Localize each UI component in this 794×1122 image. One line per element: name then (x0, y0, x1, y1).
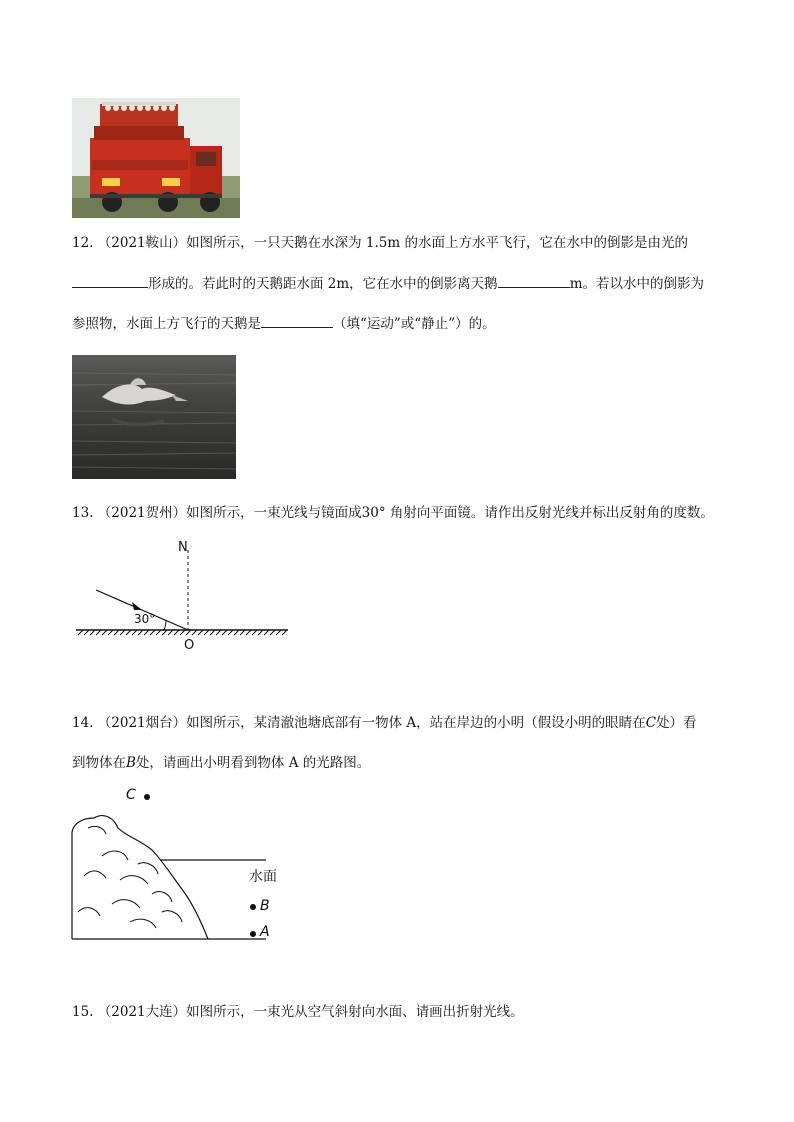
rock-texture (78, 826, 182, 928)
q13-label-angle: 30° (134, 612, 156, 626)
q14-text-line1-end: 处）看 (656, 715, 697, 731)
q13-line (72, 503, 714, 523)
fire-truck-photo (72, 98, 240, 218)
q12-text-line1: 如图所示，一只天鹅在水深为 1.5m 的水面上方水平飞行，它在水中的倒影是由光的 (186, 235, 688, 251)
swan-photo (72, 355, 236, 479)
q12-text-line3a: 参照物，水面上方飞行的天鹅是 (72, 316, 261, 332)
q15-text: 如图所示，一束光从空气斜射向水面、请画出折射光线。 (186, 1004, 524, 1020)
q12-blank-2[interactable] (498, 273, 570, 288)
q14-line1 (72, 713, 697, 733)
q14-line2 (72, 753, 370, 773)
q14-text-c: C (645, 715, 657, 731)
q13-text: 如图所示，一束光线与镜面成30° 角射向平面镜。请作出反射光线并标出反射角的度数。 (186, 505, 714, 521)
q13-label-o: O (184, 638, 195, 653)
q12-text-line2b: m。若以水中的倒影为 (569, 276, 704, 292)
angle-arc (164, 620, 166, 630)
q14-source: （2021烟台） (97, 715, 187, 731)
q12-number: 12. (72, 235, 94, 251)
q15-number: 15. (72, 1004, 94, 1020)
q12-line1 (72, 233, 688, 253)
pond-diagram (66, 784, 286, 944)
q12-text-line3b: （填“运动”或“静止”）的。 (333, 316, 496, 332)
q12-line2 (72, 273, 704, 294)
q13-label-n: N (178, 540, 188, 555)
q14-label-c: C (126, 787, 136, 803)
q12-source: （2021鞍山） (97, 235, 187, 251)
point-a-dot (250, 931, 256, 937)
fire-truck-image (72, 98, 240, 218)
q13-source: （2021贺州） (97, 505, 187, 521)
point-c-dot (144, 794, 150, 800)
q14-figure (66, 784, 286, 944)
q14-number: 14. (72, 715, 94, 731)
q13-figure (72, 538, 296, 658)
q14-text-b: B (126, 755, 136, 771)
q15-line (72, 1002, 524, 1022)
swan-image (72, 355, 236, 479)
q14-text-line1: 如图所示，某清澈池塘底部有一物体 A，站在岸边的小明（假设小明的眼睛在 (186, 715, 646, 731)
point-b-dot (250, 904, 256, 910)
q14-label-a: A (260, 924, 270, 940)
q14-text-line2-end: 处，请画出小明看到物体 A 的光路图。 (135, 755, 371, 771)
q15-source: （2021大连） (97, 1004, 187, 1020)
q12-blank-3[interactable] (261, 313, 333, 328)
q14-label-b: B (260, 898, 270, 914)
q14-label-water: 水面 (249, 869, 277, 885)
q12-blank-1[interactable] (72, 273, 148, 288)
q12-text-line2a: 形成的。若此时的天鹅距水面 2m，它在水中的倒影离天鹅 (148, 276, 498, 292)
q12-line3 (72, 313, 496, 334)
q14-text-line2-start: 到物体在 (72, 755, 126, 771)
q13-number: 13. (72, 505, 94, 521)
